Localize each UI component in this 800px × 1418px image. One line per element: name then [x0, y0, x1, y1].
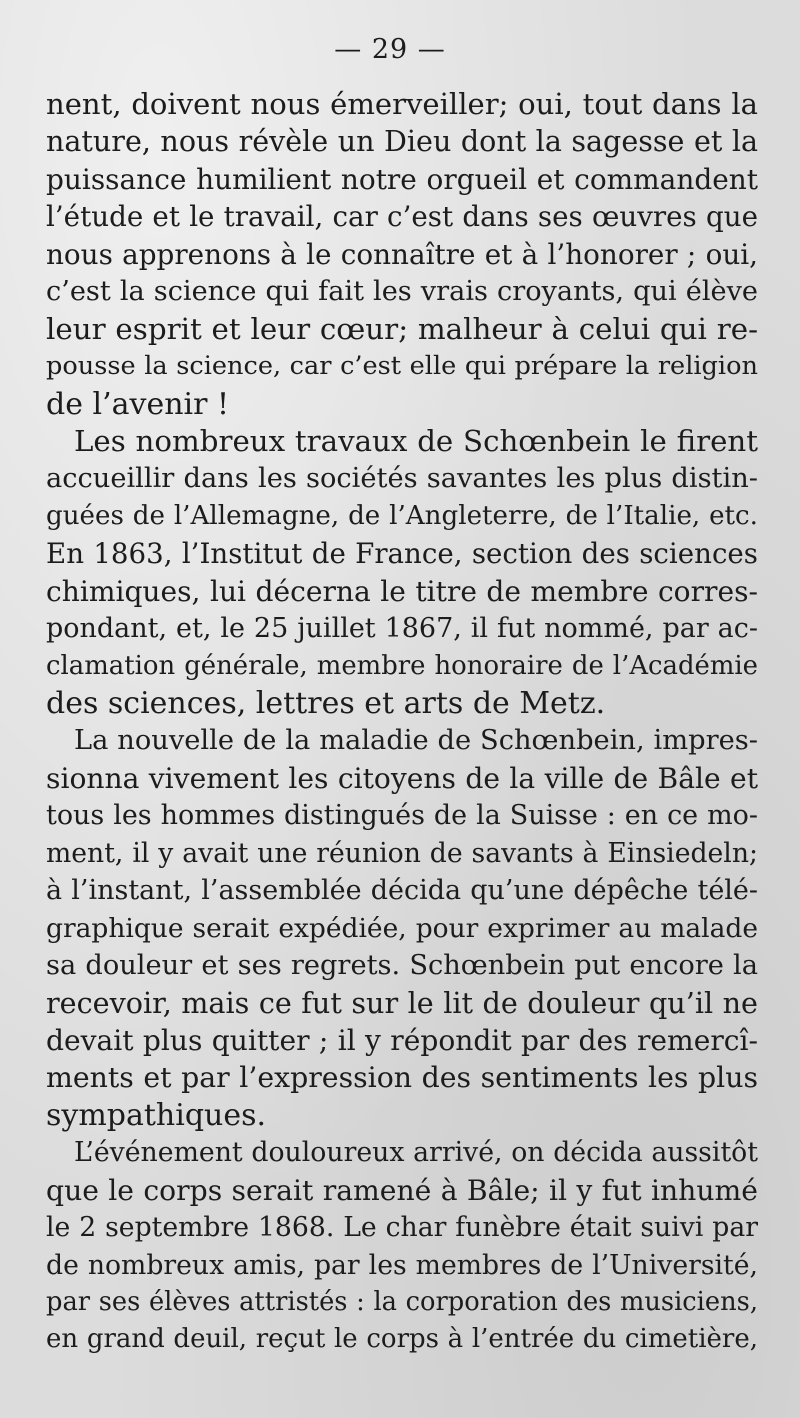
text-line: sionna vivement les citoyens de la ville de Bâle et [46, 761, 758, 795]
text-line: ment, il y avait une réunion de savants à Einsiedeln; [46, 837, 758, 869]
text-line: En 1863, l’Institut de France, section des sciences [46, 537, 758, 571]
text-line: sa douleur et ses regrets. Schœnbein put encore la [46, 950, 758, 982]
text-line: à l’instant, l’assemblée décida qu’une dépêche télé- [46, 875, 758, 907]
text-line: c’est la science qui fait les vrais croyants, qui élève [46, 276, 758, 308]
text-line: Les nombreux travaux de Schœnbein le firent [74, 423, 758, 458]
text-line: leur esprit et leur cœur; malheur à celui qui re- [46, 311, 758, 346]
text-line: sympathiques. [46, 1097, 267, 1133]
text-line: de l’avenir ! [46, 386, 230, 422]
text-line: le 2 septembre 1868. Le char funèbre était suivi par [46, 1212, 758, 1244]
text-line: pousse la science, car c’est elle qui prépare la religion [46, 351, 758, 382]
page-number: — 29 — [334, 34, 446, 65]
text-line: guées de l’Allemagne, de l’Angleterre, de l’Italie, etc. [46, 500, 758, 531]
text-line: en grand deuil, reçut le corps à l’entrée du cimetière, [46, 1324, 758, 1355]
text-line: des sciences, lettres et arts de Metz. [46, 686, 606, 721]
text-line: tous les hommes distingués de la Suisse : en ce mo- [46, 800, 758, 832]
text-line: pondant, et, le 25 juillet 1867, il fut nommé, par ac- [46, 613, 758, 645]
text-line: L’événement douloureux arrivé, on décida aussitôt [74, 1137, 758, 1169]
text-line: ments et par l’expression des sentiments les plus [46, 1061, 758, 1095]
text-line: accueillir dans les sociétés savantes les plus distin- [46, 463, 758, 495]
paragraph [46, 86, 758, 423]
text-line: recevoir, mais ce fut sur le lit de douleur qu’il ne [46, 985, 758, 1020]
text-line: puissance humilient notre orgueil et commandent [46, 162, 758, 196]
text-line: par ses élèves attristés : la corporation des musiciens, [46, 1287, 758, 1317]
text-line: nous apprenons à le connaître et à l’honorer ; oui, [46, 237, 758, 271]
paragraph [46, 1134, 758, 1359]
text-line: chimiques, lui décerna le titre de membre corres- [46, 574, 758, 608]
text-line: clamation générale, membre honoraire de l’Académie [46, 650, 758, 681]
text-line: graphique serait expédiée, pour exprimer au malade [46, 912, 758, 944]
text-line: l’étude et le travail, car c’est dans ses œuvres que [46, 200, 758, 234]
body-text [46, 86, 758, 1359]
text-line: devait plus quitter ; il y répondit par des remercî- [46, 1023, 758, 1057]
text-line: La nouvelle de la maladie de Schœnbein, impres- [74, 725, 758, 757]
text-line: nature, nous révèle un Dieu dont la sagesse et la [46, 124, 758, 159]
text-line: de nombreux amis, par les membres de l’Université, [46, 1249, 758, 1281]
paragraph [46, 423, 758, 723]
text-line: que le corps serait ramené à Bâle; il y fut inhumé [46, 1173, 758, 1207]
paragraph [46, 722, 758, 1134]
text-line: nent, doivent nous émerveiller; oui, tout dans la [46, 87, 758, 121]
